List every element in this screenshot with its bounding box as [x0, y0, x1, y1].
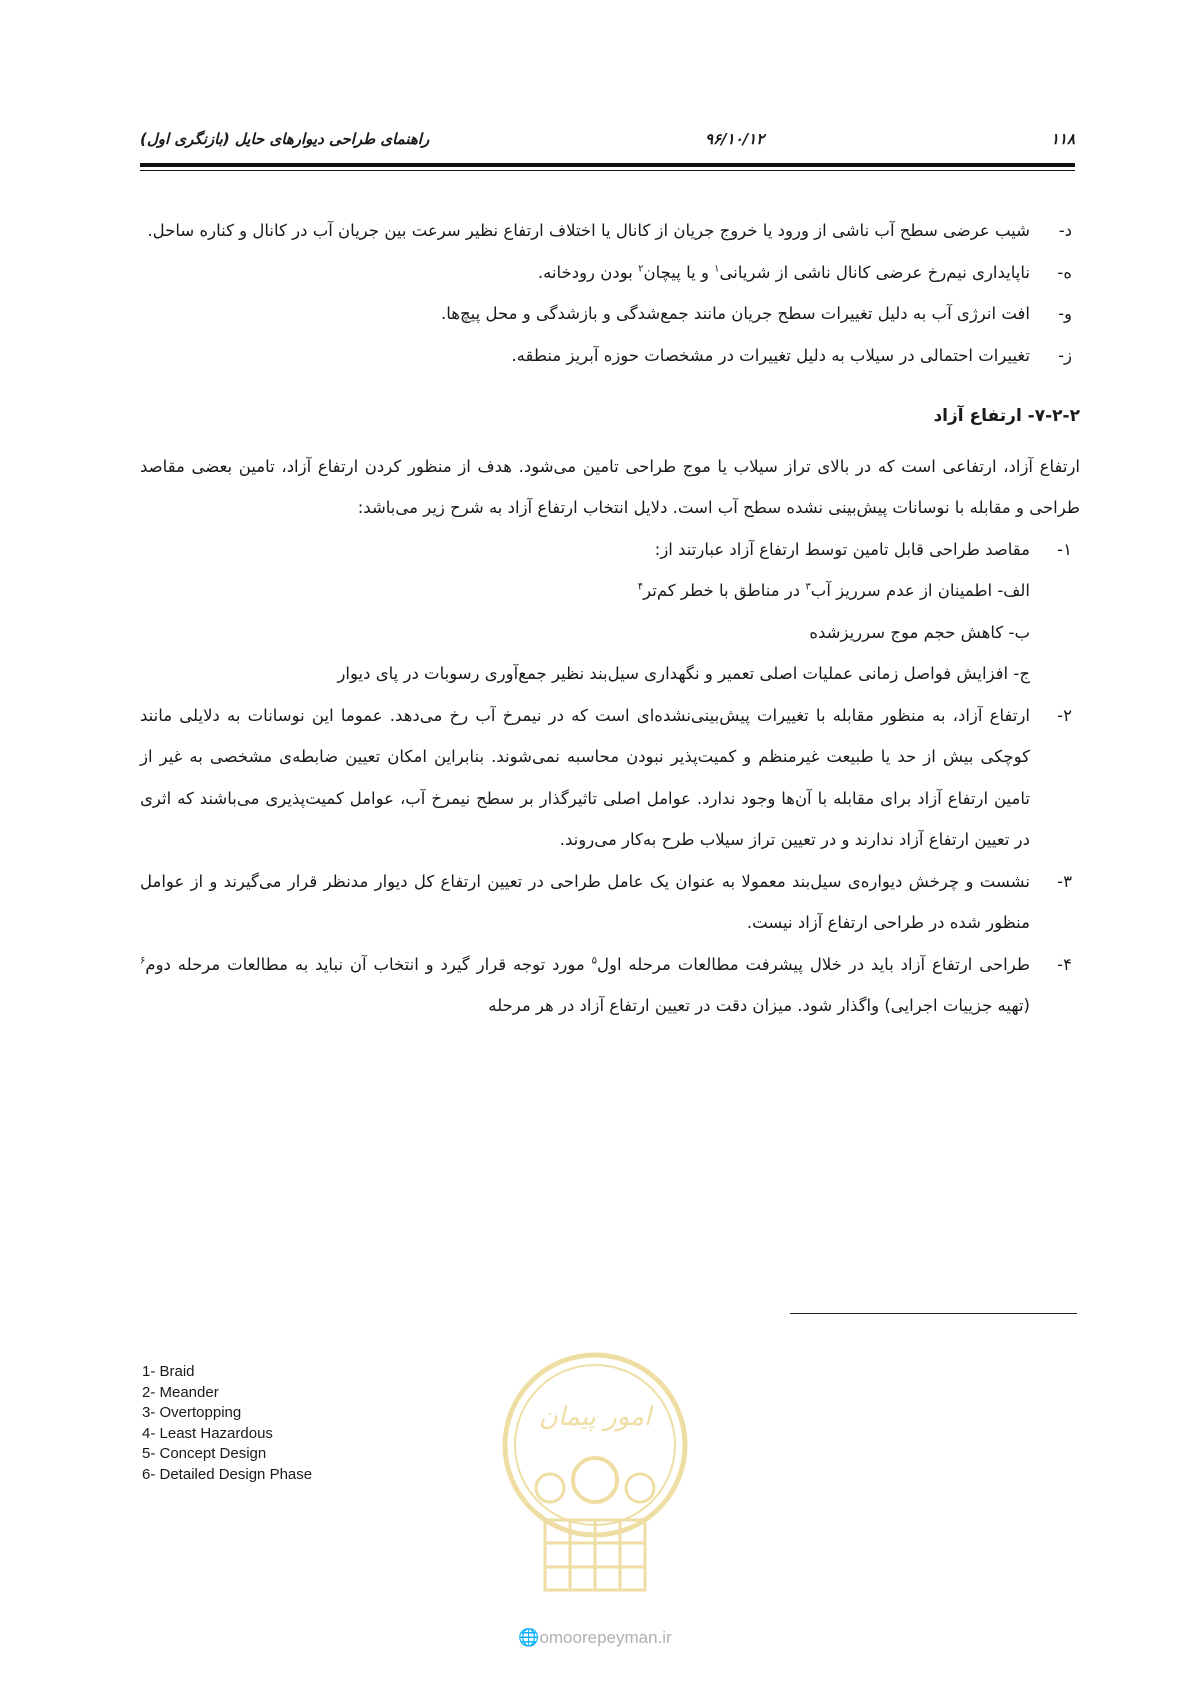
footnote: 2- Meander: [142, 1383, 219, 1401]
sub-item-text: در مناطق با خطر کم‌تر: [643, 581, 806, 600]
footnote-ref: ۱: [714, 263, 720, 274]
list-item: [140, 293, 1080, 335]
list-item: [140, 252, 1080, 294]
watermark-caption-text: omoorepeyman.ir: [539, 1628, 672, 1647]
list-text: ناپایداری نیم‌رخ عرضی کانال ناشی از شریانی: [719, 262, 1030, 282]
sub-item: [140, 570, 1030, 612]
sub-item: ب- کاهش حجم موج سرریزشده: [809, 622, 1030, 642]
list-marker: ز-: [1058, 345, 1072, 365]
list-text: نشست و چرخش دیواره‌ی سیل‌بند معمولا به عنوان یک عامل طراحی در تعیین ارتفاع کل دیوار مدنظر قرار می‌گیرند و از عوامل منظور شده در طراحی ارتفاع آزاد نیست.: [140, 871, 1030, 932]
section-heading: ۷-۲-۲- ارتفاع آزاد: [933, 406, 1080, 426]
numbered-item: [140, 861, 1080, 944]
numbered-item: [140, 944, 1080, 1027]
list-text: (تهیه جزییات اجرایی) واگذار شود. میزان دقت در تعیین ارتفاع آزاد در هر مرحله: [488, 996, 1030, 1015]
list-text: تغییرات احتمالی در سیلاب به دلیل تغییرات در مشخصات حوزه آبریز منطقه.: [511, 345, 1030, 365]
footnote: 6- Detailed Design Phase: [142, 1465, 313, 1483]
list-marker: ۳-: [1057, 871, 1072, 891]
page-number: ۱۱۸: [1050, 130, 1075, 148]
list-marker: د-: [1058, 221, 1072, 240]
header-title: راهنمای طراحی دیوارهای حایل (بازنگری اول): [140, 130, 430, 148]
list-item: [140, 210, 1080, 252]
gear-icon: [626, 1474, 654, 1502]
watermark-logo: [490, 1340, 700, 1610]
list-marker: ۴-: [1057, 954, 1072, 974]
section-intro: ارتفاع آزاد، ارتفاعی است که در بالای تراز سیلاب یا موج طراحی تامین می‌شود. هدف از منظور کردن ارتفاع آزاد، تامین بعضی مقاصد طراحی و مقابله با نوسانات پیش‌بینی نشده سطح آب است. دلایل انتخاب ارتفاع آزاد به شرح زیر می‌باشد:: [140, 456, 1080, 517]
page-header: [140, 130, 1075, 156]
header-rule-thin: [140, 170, 1075, 171]
footnote: 3- Overtopping: [142, 1404, 242, 1421]
watermark-ring: [505, 1355, 685, 1535]
footnote-rule: [790, 1313, 1077, 1314]
list-text: مورد توجه قرار گیرد و انتخاب آن نباید به مطالعات مرحله دوم: [145, 954, 592, 974]
list-text: افت انرژی آب به دلیل تغییرات سطح جریان مانند جمع‌شدگی و بازشدگی و محل پیچ‌ها.: [441, 304, 1030, 323]
list-marker: ۱-: [1057, 539, 1072, 559]
watermark-brand: امور پیمان: [538, 1402, 652, 1432]
list-text: بودن رودخانه.: [537, 262, 639, 282]
list-text: شیب عرضی سطح آب ناشی از ورود یا خروج جریان از کانال یا اختلاف ارتفاع نظیر سرعت بین جریان آب در کانال و کناره ساحل.: [147, 221, 1030, 240]
footnote-ref: ۵: [591, 955, 597, 966]
watermark-caption: 🌐omoorepeyman.ir: [518, 1628, 672, 1647]
footnote-ref: ۳: [805, 581, 811, 593]
footnote-ref: ۴: [637, 581, 644, 593]
list-item: [140, 335, 1080, 377]
gear-icon: [536, 1474, 564, 1502]
list-text: طراحی ارتفاع آزاد باید در خلال پیشرفت مطالعات مرحله اول: [596, 954, 1030, 974]
numbered-item: [140, 695, 1080, 861]
header-rule-thick: [140, 163, 1075, 167]
list-marker: ه-: [1057, 262, 1072, 282]
sub-item-text: الف- اطمینان از عدم سرریز آب: [810, 581, 1030, 600]
footnotes: [142, 1362, 312, 1485]
page-body: [140, 210, 1080, 1027]
list-text: مقاصد طراحی قابل تامین توسط ارتفاع آزاد عبارتند از:: [654, 539, 1030, 559]
header-date: ۹۶/۱۰/۱۲: [705, 130, 765, 148]
footnote-ref: ۶: [140, 955, 146, 966]
list-text: و یا پیچان: [643, 262, 715, 282]
footnote: 1- Braid: [142, 1363, 195, 1380]
list-marker: ۲-: [1057, 705, 1072, 725]
footnote: 4- Least Hazardous: [142, 1424, 273, 1442]
footnote: 5- Concept Design: [142, 1445, 267, 1462]
sub-item: ج- افزایش فواصل زمانی عملیات اصلی تعمیر و نگهداری سیل‌بند نظیر جمع‌آوری رسوبات در پای دیوار: [337, 664, 1030, 683]
list-marker: و-: [1058, 304, 1072, 323]
gear-icon: [573, 1458, 617, 1502]
list-text: ارتفاع آزاد، به منظور مقابله با تغییرات پیش‌بینی‌نشده‌ای است که در نیمرخ آب رخ می‌دهد. عموما این نوسانات به دلایلی مانند کوچکی بیش از حد یا طبیعت غیرمنظم و کمیت‌پذیر نبودن محاسبه نمی‌شوند. بنابراین امکان تعیین ضابطه‌ی مشخصی به غیر از تامین ارتفاع آزاد برای مقابله با آن‌ها وجود ندارد. عوامل اصلی تاثیرگذار بر سطح نیمرخ آب، عوامل کمیت‌پذیری می‌باشند که اثری در تعیین ارتفاع آزاد ندارند و در تعیین تراز سیلاب طرح به‌کار می‌روند.: [140, 705, 1030, 849]
numbered-item: [140, 529, 1080, 695]
footnote-ref: ۲: [638, 263, 644, 274]
